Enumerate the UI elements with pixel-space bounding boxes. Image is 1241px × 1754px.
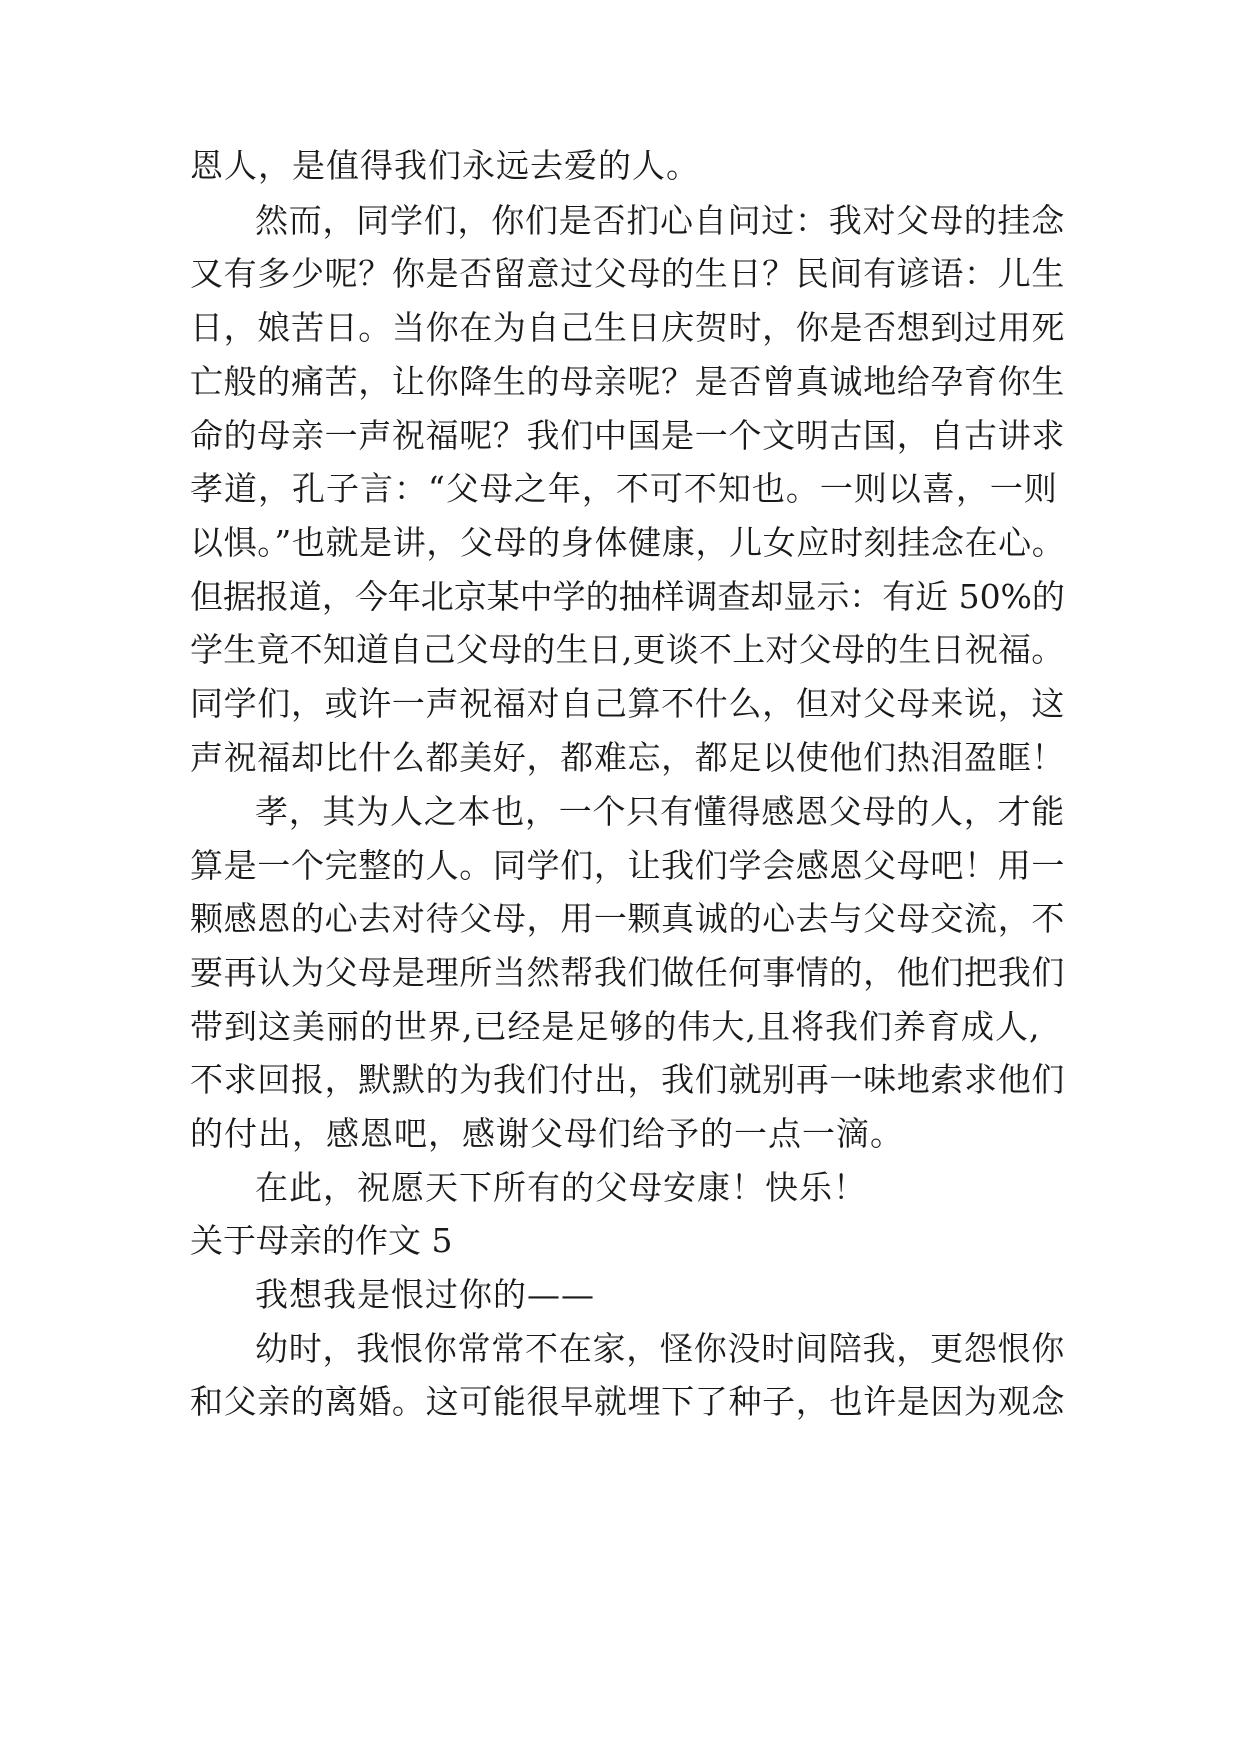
paragraph-first-line: 然而，同学们，你们是否扪心自问过：我对父母的挂念: [255, 201, 1065, 240]
text-line: 的付出，感恩吧，感谢父母们给予的一点一滴。: [190, 1114, 904, 1153]
text-line: 算是一个完整的人。同学们，让我们学会感恩父母吧！用一: [190, 846, 1065, 885]
text-line: 命的母亲一声祝福呢？我们中国是一个文明古国，自古讲求: [190, 416, 1065, 455]
text-line: 不求回报，默默的为我们付出，我们就别再一味地索求他们: [190, 1060, 1065, 1099]
text-line: 又有多少呢？你是否留意过父母的生日？民间有谚语：儿生: [190, 254, 1065, 293]
text-line: 但据报道，今年北京某中学的抽样调查却显示：有近 50%的: [190, 577, 1065, 616]
text-line: 学生竟不知道自己父母的生日,更谈不上对父母的生日祝福。: [190, 630, 1065, 669]
text-line: 日，娘苦日。当你在为自己生日庆贺时，你是否想到过用死: [190, 308, 1065, 347]
text-line: 和父亲的离婚。这可能很早就埋下了种子，也许是因为观念: [190, 1382, 1065, 1421]
text-line: 要再认为父母是理所当然帮我们做任何事情的，他们把我们: [190, 953, 1065, 992]
paragraph-first-line: 在此，祝愿天下所有的父母安康！快乐！: [255, 1168, 867, 1207]
paragraph-first-line: 我想我是恨过你的——: [255, 1275, 595, 1314]
text-line: 同学们，或许一声祝福对自己算不什么，但对父母来说，这: [190, 684, 1065, 723]
text-line: 声祝福却比什么都美好，都难忘，都足以使他们热泪盈眶！: [190, 738, 1065, 777]
section-heading: 关于母亲的作文 5: [190, 1221, 453, 1260]
text-line: 以惧。”也就是讲，父母的身体健康，儿女应时刻挂念在心。: [190, 523, 1066, 562]
text-line: 带到这美丽的世界,已经是足够的伟大,且将我们养育成人,: [190, 1007, 1041, 1046]
text-line: 孝道，孔子言：“父母之年，不可不知也。一则以喜，一则: [190, 469, 1058, 508]
paragraph-first-line: 幼时，我恨你常常不在家，怪你没时间陪我，更怨恨你: [255, 1329, 1065, 1368]
text-line: 恩人，是值得我们永远去爱的人。: [190, 146, 700, 185]
paragraph-first-line: 孝，其为人之本也，一个只有懂得感恩父母的人，才能: [255, 792, 1065, 831]
text-line: 颗感恩的心去对待父母，用一颗真诚的心去与父母交流，不: [190, 899, 1065, 938]
text-line: 亡般的痛苦，让你降生的母亲呢？是否曾真诚地给孕育你生: [190, 362, 1065, 401]
